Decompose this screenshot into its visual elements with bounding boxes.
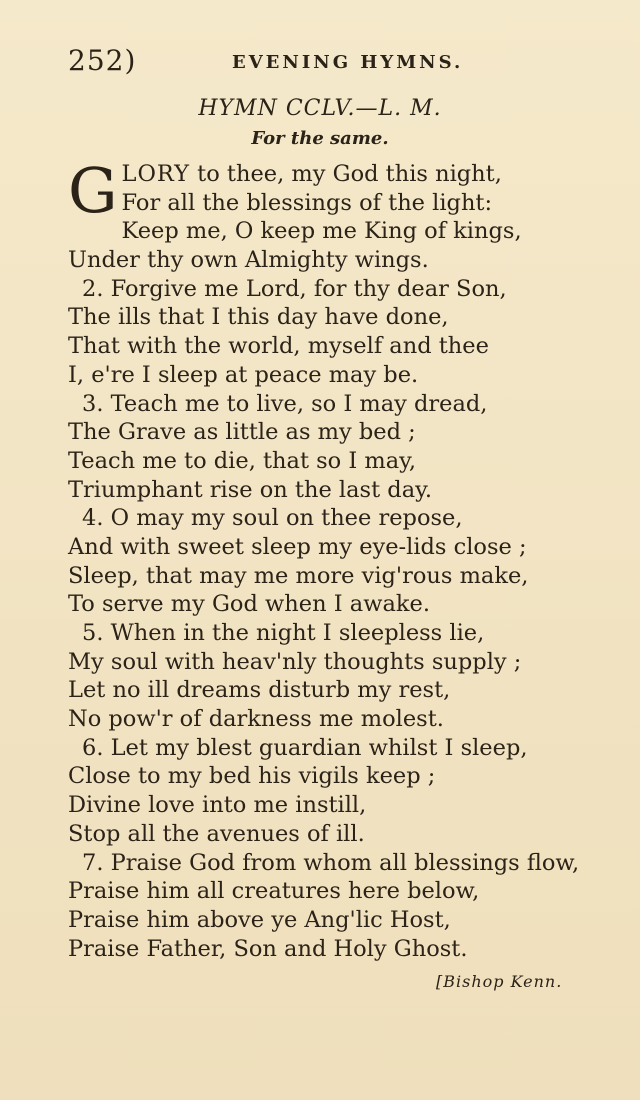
drop-cap: G: [68, 154, 118, 227]
hymn-line: The ills that I this day have done,: [68, 304, 449, 331]
hymn-line: 2. Forgive me Lord, for thy dear Son,: [82, 275, 507, 302]
hymn-line: Close to my bed his vigils keep ;: [68, 763, 436, 790]
hymn-line: 7. Praise God from whom all blessings flow,: [82, 849, 580, 876]
hymn-line: Stop all the avenues of ill.: [68, 820, 365, 847]
hymn-subtitle: For the same.: [251, 128, 389, 149]
page-header: [68, 44, 488, 80]
hymn-line: Keep me, O keep me King of kings,: [121, 218, 522, 245]
hymn-line: Teach me to die, that so I may,: [68, 447, 417, 474]
hymn-line: Praise him above ye Ang'lic Host,: [68, 906, 451, 933]
hymn-line: Let no ill dreams disturb my rest,: [68, 677, 451, 704]
hymn-line: I, e're I sleep at peace may be.: [68, 361, 419, 388]
hymn-line: That with the world, myself and thee: [68, 333, 489, 360]
hymn-line: 3. Teach me to live, so I may dread,: [82, 390, 488, 417]
hymn-line: No pow'r of darkness me molest.: [68, 706, 444, 733]
hymn-line: And with sweet sleep my eye-lids close ;: [68, 533, 527, 560]
first-word-caps: LORY: [121, 161, 191, 187]
running-title: EVENING HYMNS.: [232, 52, 464, 73]
hymn-line: 6. Let my blest guardian whilst I sleep,: [82, 734, 528, 761]
hymn-line: Praise Father, Son and Holy Ghost.: [68, 935, 468, 962]
hymn-line: Triumphant rise on the last day.: [68, 476, 432, 503]
hymn-title: HYMN CCLV.—L. M.: [198, 96, 442, 121]
hymn-line: The Grave as little as my bed ;: [68, 419, 416, 446]
hymn-body: [68, 154, 638, 963]
hymn-line: 5. When in the night I sleepless lie,: [82, 620, 485, 646]
hymn-line: Sleep, that may me more vig'rous make,: [68, 562, 529, 589]
hymn-line: To serve my God when I awake.: [68, 591, 430, 618]
hymn-line: 4. O may my soul on thee repose,: [82, 505, 463, 532]
attribution: [Bishop Kenn.: [436, 972, 563, 991]
page-number: 252): [68, 44, 137, 77]
hymn-line: [68, 160, 638, 189]
hymn-line: For all the blessings of the light:: [121, 189, 493, 216]
hymn-line: Praise him all creatures here below,: [68, 878, 480, 905]
hymn-line: Under thy own Almighty wings.: [68, 247, 429, 274]
first-line-rest: to thee, my God this night,: [190, 161, 502, 187]
hymn-line: My soul with heav'nly thoughts supply ;: [68, 648, 522, 675]
hymn-line: Divine love into me instill,: [68, 792, 367, 819]
